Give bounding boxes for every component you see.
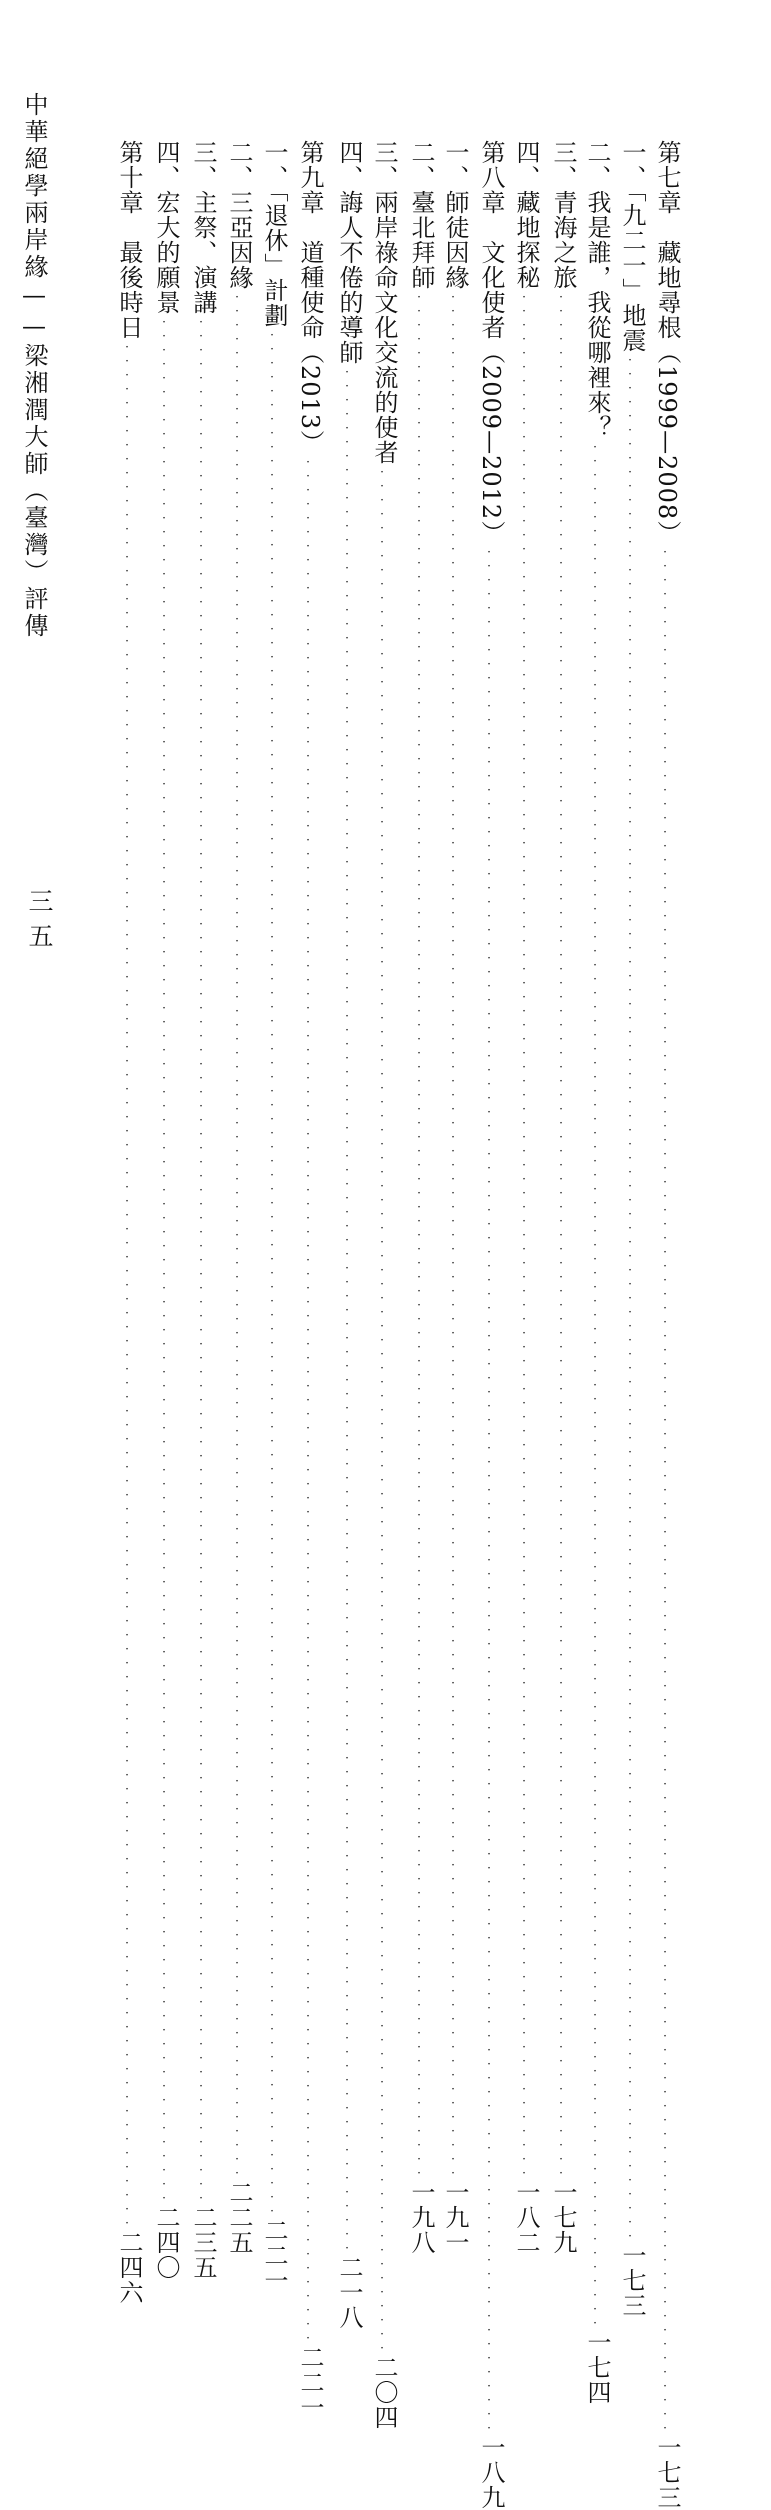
leader-dots: ······································································································································· [623, 353, 637, 2243]
toc-entry-title: 四、誨人不倦的導師 [335, 140, 363, 365]
toc-entry-page: 二四〇 [152, 2205, 180, 2280]
toc-entry-page: 一八九 [477, 2435, 505, 2510]
toc-entry[interactable] [332, 140, 366, 2330]
leader-dots: ······································································································································· [265, 328, 279, 2218]
toc-entry-title: 第九章 道種使命（2013） [296, 140, 324, 456]
toc-entry-page: 二二五 [225, 2180, 253, 2255]
leader-dots: ······································································································································· [554, 290, 568, 2180]
toc-entry-chapter-9[interactable] [293, 140, 327, 2421]
toc-entry-page: 一九八 [407, 2180, 435, 2255]
toc-entry-page: 二四六 [115, 2230, 143, 2305]
toc-entry-title: 第十章 最後時日 [115, 140, 143, 340]
toc-entry-page: 一八二 [512, 2180, 540, 2255]
toc-entry-title: 一、師徒因緣 [441, 140, 469, 290]
leader-dots: ······································································································································· [412, 290, 426, 2180]
leader-dots: ······································································································································· [446, 290, 460, 2180]
toc-entry-page: 一七三 [653, 2435, 681, 2510]
toc-entry-title: 四、宏大的願景 [152, 140, 180, 315]
toc-entry-page: 二一八 [335, 2255, 363, 2330]
toc-entry[interactable] [404, 140, 438, 2255]
toc-entry-page: 二二一 [296, 2345, 324, 2421]
leader-dots: ······································································································································· [517, 290, 531, 2180]
toc-entry-page: 一七三 [618, 2243, 646, 2318]
leader-dots: ······································································································································· [157, 315, 171, 2205]
leader-dots: ······································································································································· [120, 340, 134, 2230]
leader-dots: ······································································································································· [230, 290, 244, 2180]
toc-entry-title: 第八章 文化使者（2009—2012） [477, 140, 505, 546]
toc-entry-title: 二、三亞因緣 [225, 140, 253, 290]
toc-entry-title: 第七章 藏地尋根（1999—2008） [653, 140, 681, 546]
running-header: 中華絕學兩岸緣——梁湘潤大師（臺灣）評傳 [20, 92, 48, 640]
toc-entry-page: 二〇四 [370, 2355, 398, 2430]
toc-entry[interactable] [149, 140, 183, 2280]
toc-entry-title: 二、我是誰，我從哪裡來？ [583, 140, 611, 440]
toc-entry[interactable] [615, 140, 649, 2318]
toc-entry-title: 三、兩岸祿命文化交流的使者 [370, 140, 398, 465]
toc-entry-title: 二、臺北拜師 [407, 140, 435, 290]
toc-entry-page: 一七四 [583, 2330, 611, 2405]
toc-entry-page: 一九一 [441, 2180, 469, 2255]
leader-dots: ······································································································································· [375, 465, 389, 2355]
toc-entry[interactable] [546, 140, 580, 2255]
toc-entry-chapter-7[interactable] [650, 140, 684, 2510]
leader-dots: ······································································································································· [340, 365, 354, 2255]
leader-dots: ······································································································································· [658, 545, 672, 2436]
toc-entry-chapter-8[interactable] [474, 140, 508, 2510]
page-number: 三五 [25, 888, 54, 958]
toc-entry-chapter-10[interactable] [112, 140, 146, 2305]
toc-entry[interactable] [222, 140, 256, 2255]
toc-entry[interactable] [186, 140, 220, 2280]
leader-dots: ······································································································································· [301, 455, 315, 2346]
toc-entry-page: 二三五 [189, 2205, 217, 2280]
leader-dots: ······································································································································· [588, 440, 602, 2330]
leader-dots: ······································································································································· [482, 545, 496, 2436]
toc-entry[interactable] [438, 140, 472, 2255]
toc-entry[interactable] [257, 140, 291, 2293]
leader-dots: ······································································································································· [194, 315, 208, 2205]
toc-entry-title: 三、主祭、演講 [189, 140, 217, 315]
toc-entry-title: 四、藏地探秘 [512, 140, 540, 290]
toc-entry[interactable] [509, 140, 543, 2255]
toc-entry-page: 一七九 [549, 2180, 577, 2255]
toc-entry[interactable] [367, 140, 401, 2430]
toc-entry-title: 一、「九二一」地震 [618, 140, 646, 353]
toc-entry[interactable] [580, 140, 614, 2405]
toc-entry-title: 一、「退休」計劃 [260, 140, 288, 328]
toc-entry-page: 二二一 [260, 2218, 288, 2293]
toc-entry-title: 三、青海之旅 [549, 140, 577, 290]
